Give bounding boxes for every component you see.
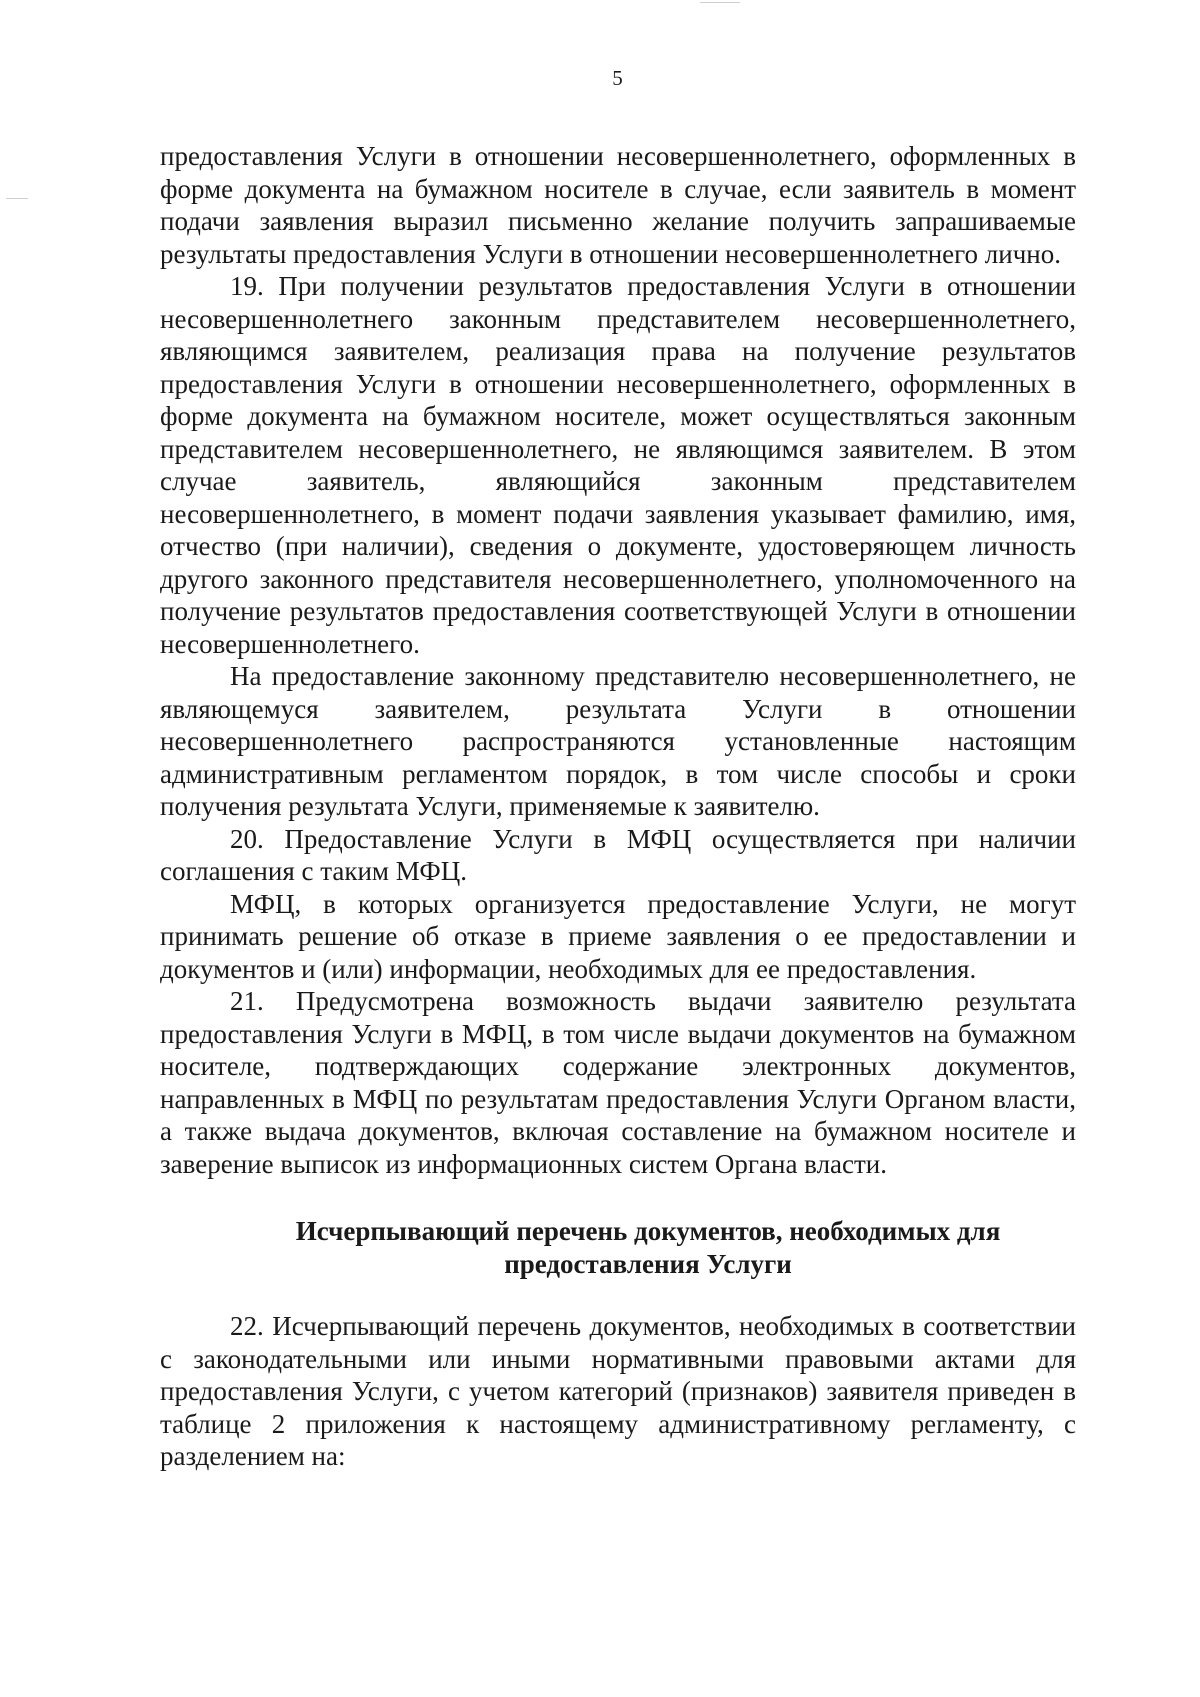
scan-artifact <box>700 2 740 3</box>
scan-artifact <box>6 198 28 199</box>
page-number: 5 <box>612 66 623 90</box>
section-heading-line-1: Исчерпывающий перечень документов, необходимых для <box>295 1216 1001 1246</box>
paragraph-item-22: 22. Исчерпывающий перечень документов, необходимых в соответствии с законодательными или иными нормативными правовыми актами для предоставления Услуги, с учетом категорий (признаков) заявителя приведен в таблице 2 приложения к настоящему административному регламенту, с разделением на: <box>160 1311 1076 1471</box>
section-heading-line-2: предоставления Услуги <box>504 1248 792 1279</box>
section-heading <box>160 1215 1076 1280</box>
paragraph-item-19: 19. При получении результатов предоставления Услуги в отношении несовершеннолетнего законным представителем несовершеннолетнего, являющимся заявителем, реализация права на получение результатов предоставления Услуги в отношении несовершеннолетнего, оформленных в форме документа на бумажном носителе, может осуществляться законным представителем несовершеннолетнего, не являющимся заявителем. В этом случае заявитель, являющийся законным представителем несовершеннолетнего, в момент подачи заявления указывает фамилию, имя, отчество (при наличии), сведения о документе, удостоверяющем личность другого законного представителя несовершеннолетнего, уполномоченного на получение результатов предоставления соответствующей Услуги в отношении несовершеннолетнего. <box>160 271 1076 659</box>
document-body <box>160 140 1076 1473</box>
paragraph-legal-representative: На предоставление законному представителю несовершеннолетнего, не являющемуся заявителем, результата Услуги в отношении несовершеннолетнего распространяются установленные настоящим административным регламентом порядок, в том числе способы и сроки получения результата Услуги, применяемые к заявителю. <box>160 661 1076 821</box>
paragraph-item-21: 21. Предусмотрена возможность выдачи заявителю результата предоставления Услуги в МФЦ, в том числе выдачи документов на бумажном носителе, подтверждающих содержание электронных документов, направленных в МФЦ по результатам предоставления Услуги Органом власти, а также выдача документов, включая составление на бумажном носителе и заверение выписок из информационных систем Органа власти. <box>160 986 1076 1179</box>
paragraph-mfc: МФЦ, в которых организуется предоставление Услуги, не могут принимать решение об отказе в приеме заявления о ее предоставлении и документов и (или) информации, необходимых для ее предоставления. <box>160 888 1076 984</box>
paragraph-continuation: предоставления Услуги в отношении несовершеннолетнего, оформленных в форме документа на бумажном носителе в случае, если заявитель в момент подачи заявления выразил письменно желание получить запрашиваемые результаты предоставления Услуги в отношении несовершеннолетнего лично. <box>160 141 1076 269</box>
paragraph-item-20: 20. Предоставление Услуги в МФЦ осуществляется при наличии соглашения с таким МФЦ. <box>160 823 1076 886</box>
